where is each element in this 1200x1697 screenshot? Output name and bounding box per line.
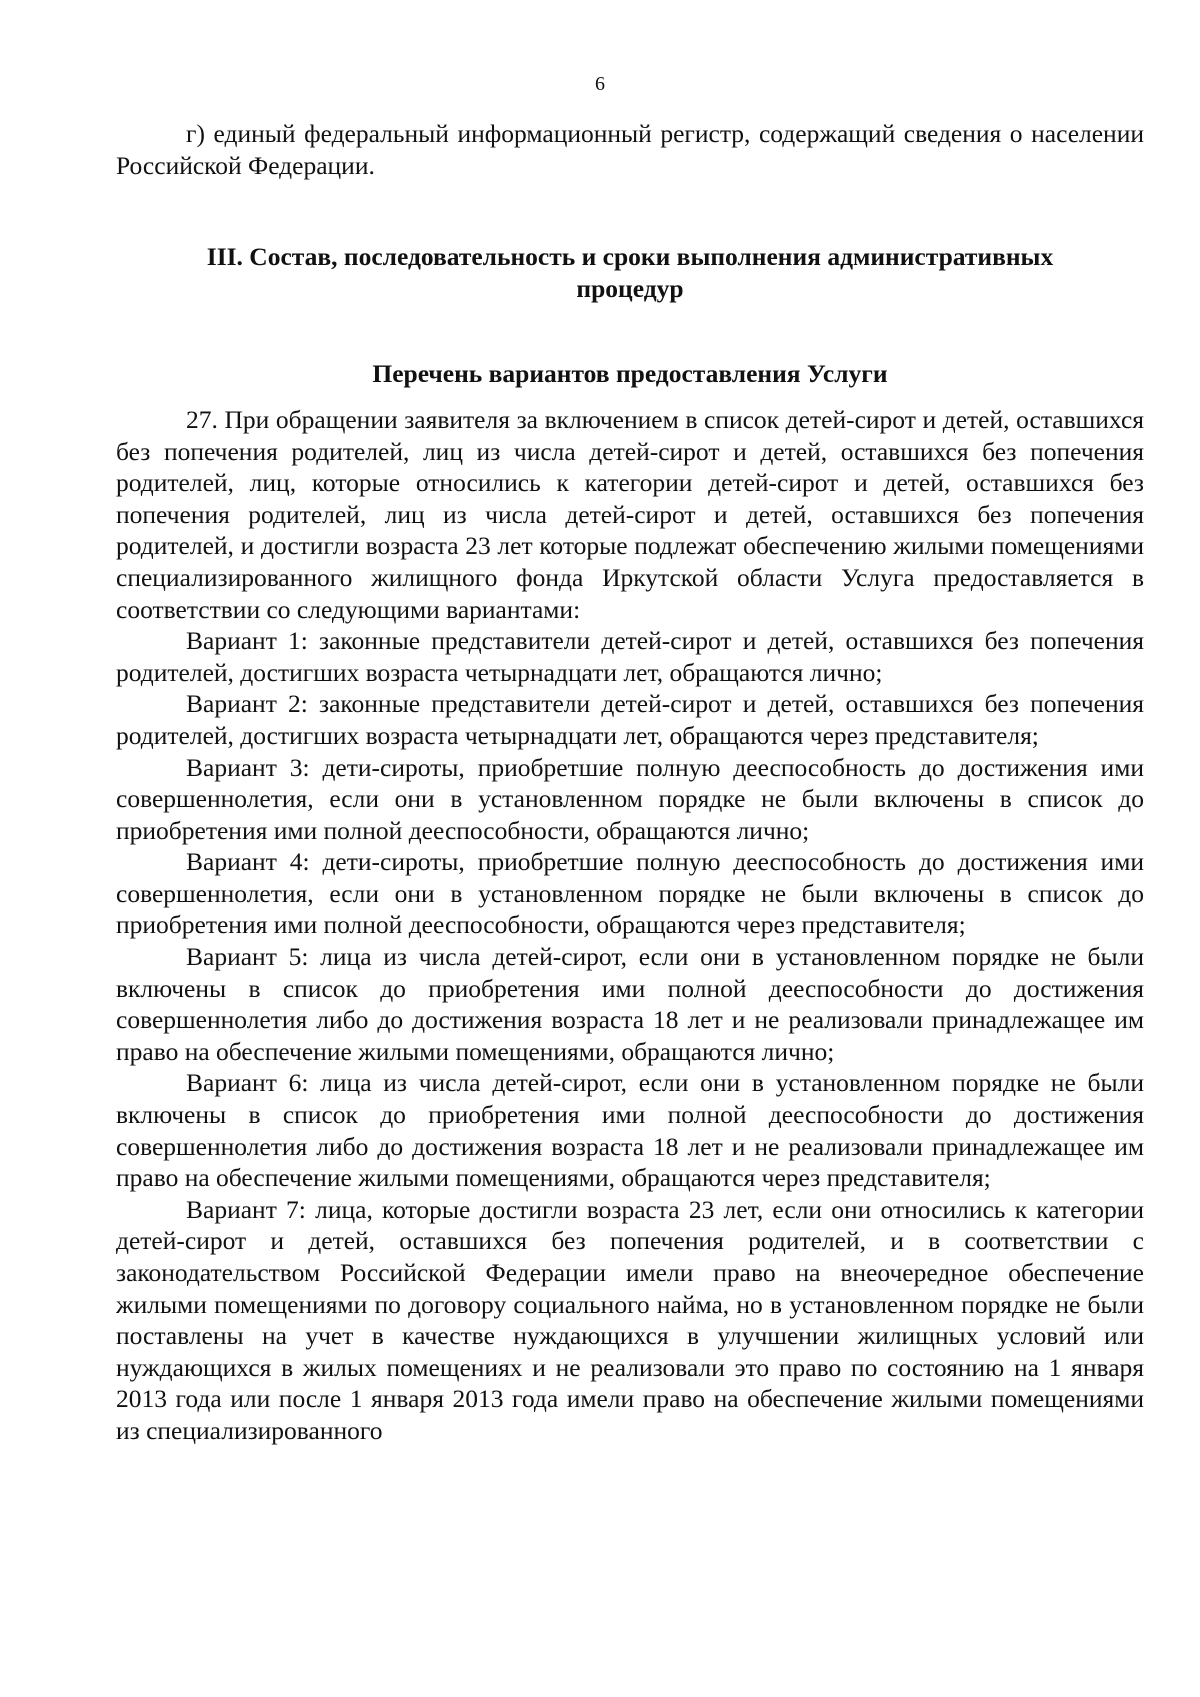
variant-6-paragraph: Вариант 6: лица из числа детей-сирот, если они в установленном порядке не были включены в список до приобретения ими полной дееспособности до достижения совершеннолетия либо до достижения возраста 18 лет и не реализовали принадлежащее им право на обеспечение жилыми помещениями, обращаются через представителя; xyxy=(116,1068,1144,1193)
variant-3-paragraph: Вариант 3: дети-сироты, приобретшие полную дееспособность до достижения ими совершеннолетия, если они в установленном порядке не были включены в список до приобретения ими полной дееспособности, обращаются лично; xyxy=(116,752,1144,845)
page-number: 6 xyxy=(595,73,605,95)
subsection-heading: Перечень вариантов предоставления Услуги xyxy=(372,359,888,389)
section-heading-line2: процедур xyxy=(576,273,684,303)
section-heading-line1: III. Состав, последовательность и сроки выполнения административных xyxy=(206,242,1054,272)
variant-1-paragraph: Вариант 1: законные представители детей-сирот и детей, оставшихся без попечения родителей, достигших возраста четырнадцати лет, обращаются лично; xyxy=(116,626,1144,687)
document-body xyxy=(116,118,1144,1447)
paragraph-27: 27. При обращении заявителя за включением в список детей-сирот и детей, оставшихся без попечения родителей, лиц из числа детей-сирот и детей, оставшихся без попечения родителей, лиц, которые относились к категории детей-сирот и детей, оставшихся без попечения родителей, лиц из числа детей-сирот и детей, оставшихся без попечения родителей, и достигли возраста 23 лет которые подлежат обеспечению жилыми помещениями специализированного жилищного фонда Иркутской области Услуга предоставляется в соответствии со следующими вариантами: xyxy=(116,404,1144,624)
intro-paragraph: г) единый федеральный информационный регистр, содержащий сведения о населении Российской Федерации. xyxy=(116,119,1144,180)
variant-4-paragraph: Вариант 4: дети-сироты, приобретшие полную дееспособность до достижения ими совершеннолетия, если они в установленном порядке не были включены в список до приобретения ими полной дееспособности, обращаются через представителя; xyxy=(116,847,1144,940)
section-heading xyxy=(116,241,1144,304)
variant-7-paragraph: Вариант 7: лица, которые достигли возраста 23 лет, если они относились к категории детей-сирот и детей, оставшихся без попечения родителей, и в соответствии с законодательством Российской Федерации имели право на внеочередное обеспечение жилыми помещениями по договору социального найма, но в установленном порядке не были поставлены на учет в качестве нуждающихся в улучшении жилищных условий или нуждающихся в жилых помещениях и не реализовали это право по состоянию на 1 января 2013 года или после 1 января 2013 года имели право на обеспечение жилыми помещениями из специализированного xyxy=(116,1194,1144,1445)
variant-2-paragraph: Вариант 2: законные представители детей-сирот и детей, оставшихся без попечения родителей, достигших возраста четырнадцати лет, обращаются через представителя; xyxy=(116,689,1144,750)
variant-5-paragraph: Вариант 5: лица из числа детей-сирот, если они в установленном порядке не были включены в список до приобретения ими полной дееспособности до достижения совершеннолетия либо до достижения возраста 18 лет и не реализовали принадлежащее им право на обеспечение жилыми помещениями, обращаются лично; xyxy=(116,942,1144,1066)
